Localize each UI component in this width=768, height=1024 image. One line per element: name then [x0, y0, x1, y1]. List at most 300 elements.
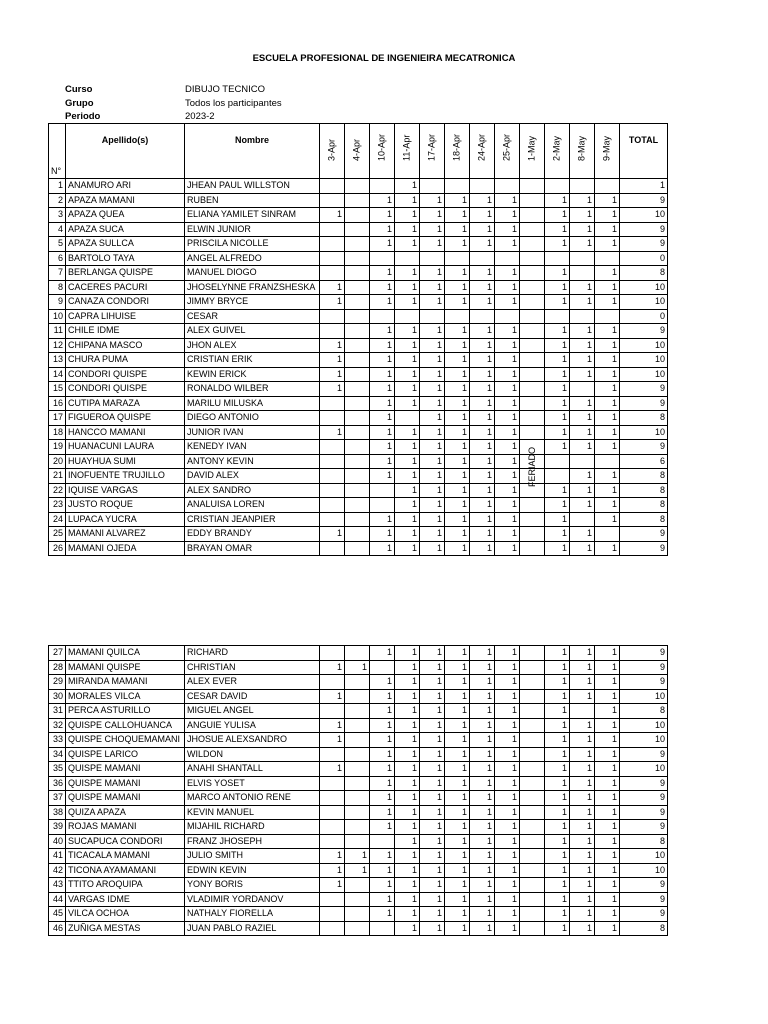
attendance-cell: 1 — [470, 295, 495, 310]
attendance-cell: 1 — [570, 411, 595, 426]
attendance-cell: 1 — [570, 222, 595, 237]
attendance-cell: 1 — [570, 675, 595, 690]
attendance-cell: 1 — [595, 193, 620, 208]
row-total: 9 — [620, 237, 668, 252]
row-apellidos: BARTOLO TAYA — [66, 251, 185, 266]
attendance-cell: 1 — [420, 820, 445, 835]
row-apellidos: FIGUEROA QUISPE — [66, 411, 185, 426]
attendance-cell — [520, 237, 545, 252]
table-row — [49, 834, 668, 849]
attendance-cell: 1 — [595, 266, 620, 281]
attendance-cell — [395, 411, 420, 426]
table-row — [49, 266, 668, 281]
row-nombre: ANALUISA LOREN — [185, 498, 320, 513]
attendance-cell: 1 — [445, 440, 470, 455]
attendance-cell — [345, 295, 370, 310]
table-row — [49, 237, 668, 252]
table-row — [49, 498, 668, 513]
attendance-cell: 1 — [595, 324, 620, 339]
attendance-cell — [520, 411, 545, 426]
row-nombre: WILDON — [185, 747, 320, 762]
row-nombre: JIMMY BRYCE — [185, 295, 320, 310]
attendance-cell: 1 — [420, 295, 445, 310]
row-number: 12 — [49, 338, 66, 353]
attendance-cell: 1 — [445, 747, 470, 762]
attendance-cell: 1 — [370, 353, 395, 368]
attendance-cell — [520, 791, 545, 806]
table-row — [49, 878, 668, 893]
attendance-cell: 1 — [420, 367, 445, 382]
attendance-cell: 1 — [445, 675, 470, 690]
row-total: 10 — [620, 208, 668, 223]
header-date — [345, 124, 370, 179]
attendance-cell: 1 — [470, 353, 495, 368]
attendance-cell: 1 — [495, 646, 520, 661]
attendance-cell: 1 — [345, 863, 370, 878]
attendance-cell: 1 — [445, 834, 470, 849]
row-total: 10 — [620, 689, 668, 704]
table-row — [49, 512, 668, 527]
attendance-cell: 1 — [420, 353, 445, 368]
row-apellidos: MAMANI OJEDA — [66, 541, 185, 556]
row-total: 10 — [620, 353, 668, 368]
row-nombre: KEVIN MANUEL — [185, 805, 320, 820]
attendance-cell — [345, 280, 370, 295]
attendance-cell: 1 — [395, 324, 420, 339]
row-apellidos: QUIZA APAZA — [66, 805, 185, 820]
attendance-cell: 1 — [470, 762, 495, 777]
attendance-cell — [320, 805, 345, 820]
attendance-cell — [495, 179, 520, 194]
row-total: 9 — [620, 776, 668, 791]
attendance-cell: 1 — [445, 820, 470, 835]
table-row — [49, 863, 668, 878]
attendance-cell: 1 — [370, 675, 395, 690]
attendance-cell: 1 — [470, 704, 495, 719]
attendance-cell: 1 — [370, 704, 395, 719]
attendance-cell: 1 — [495, 411, 520, 426]
row-apellidos: APAZA QUEA — [66, 208, 185, 223]
attendance-cell: 1 — [420, 382, 445, 397]
attendance-cell: 1 — [495, 820, 520, 835]
attendance-cell: 1 — [495, 382, 520, 397]
row-number: 19 — [49, 440, 66, 455]
attendance-cell: 1 — [570, 498, 595, 513]
attendance-cell — [320, 820, 345, 835]
attendance-cell: 1 — [545, 689, 570, 704]
attendance-cell: 1 — [420, 469, 445, 484]
row-apellidos: MAMANI QUISPE — [66, 660, 185, 675]
attendance-cell: 1 — [545, 776, 570, 791]
attendance-cell: 1 — [395, 237, 420, 252]
row-nombre: VLADIMIR YORDANOV — [185, 892, 320, 907]
header-date-label: 4-Apr — [351, 138, 362, 161]
attendance-cell — [520, 541, 545, 556]
attendance-cell — [320, 892, 345, 907]
row-number: 46 — [49, 921, 66, 936]
attendance-cell: 1 — [470, 367, 495, 382]
attendance-cell: 1 — [395, 222, 420, 237]
attendance-cell: 1 — [545, 791, 570, 806]
attendance-cell: 1 — [420, 222, 445, 237]
attendance-cell — [345, 892, 370, 907]
attendance-cell: 1 — [495, 193, 520, 208]
attendance-cell — [320, 907, 345, 922]
attendance-cell: 1 — [445, 660, 470, 675]
attendance-cell — [320, 309, 345, 324]
row-apellidos: LUPACA YUCRA — [66, 512, 185, 527]
row-number: 27 — [49, 646, 66, 661]
attendance-cell — [495, 251, 520, 266]
attendance-cell: 1 — [445, 733, 470, 748]
attendance-cell: 1 — [470, 266, 495, 281]
attendance-cell: 1 — [595, 208, 620, 223]
attendance-cell: 1 — [445, 193, 470, 208]
attendance-cell — [345, 483, 370, 498]
row-total: 10 — [620, 295, 668, 310]
row-apellidos: ROJAS MAMANI — [66, 820, 185, 835]
row-number: 31 — [49, 704, 66, 719]
attendance-cell: 1 — [370, 367, 395, 382]
attendance-cell — [395, 309, 420, 324]
row-nombre: ALEX SANDRO — [185, 483, 320, 498]
attendance-cell: 1 — [495, 440, 520, 455]
attendance-cell: 1 — [595, 483, 620, 498]
attendance-cell: 1 — [420, 863, 445, 878]
attendance-cell: 1 — [395, 382, 420, 397]
attendance-cell: 1 — [370, 646, 395, 661]
row-apellidos: CAPRA LIHUISE — [66, 309, 185, 324]
row-nombre: ALEX EVER — [185, 675, 320, 690]
attendance-cell — [370, 251, 395, 266]
attendance-cell: 1 — [395, 512, 420, 527]
attendance-cell: 1 — [420, 646, 445, 661]
attendance-cell: 1 — [420, 718, 445, 733]
attendance-cell: 1 — [545, 762, 570, 777]
header-date-label: 9-May — [601, 135, 612, 161]
attendance-cell: 1 — [570, 483, 595, 498]
row-number: 4 — [49, 222, 66, 237]
attendance-cell: 1 — [545, 425, 570, 440]
row-number: 2 — [49, 193, 66, 208]
attendance-cell — [345, 324, 370, 339]
attendance-cell: 1 — [420, 498, 445, 513]
attendance-cell — [345, 440, 370, 455]
attendance-cell: 1 — [420, 541, 445, 556]
row-apellidos: QUISPE CHOQUEMAMANI — [66, 733, 185, 748]
row-number: 13 — [49, 353, 66, 368]
attendance-cell — [345, 675, 370, 690]
table-row — [49, 718, 668, 733]
row-total: 10 — [620, 762, 668, 777]
attendance-cell: 1 — [370, 892, 395, 907]
attendance-cell: 1 — [470, 820, 495, 835]
attendance-cell — [520, 512, 545, 527]
attendance-cell: 1 — [370, 237, 395, 252]
attendance-cell: 1 — [495, 733, 520, 748]
attendance-cell: 1 — [570, 469, 595, 484]
table-row — [49, 396, 668, 411]
attendance-cell: 1 — [395, 179, 420, 194]
attendance-cell: 1 — [595, 791, 620, 806]
attendance-cell — [570, 266, 595, 281]
row-total: 9 — [620, 324, 668, 339]
attendance-cell: 1 — [470, 541, 495, 556]
attendance-cell: 1 — [545, 280, 570, 295]
table-row — [49, 353, 668, 368]
attendance-cell: 1 — [595, 849, 620, 864]
row-nombre: BRAYAN OMAR — [185, 541, 320, 556]
attendance-cell — [520, 527, 545, 542]
attendance-cell: 1 — [545, 805, 570, 820]
row-total: 8 — [620, 704, 668, 719]
attendance-cell: 1 — [370, 382, 395, 397]
row-number: 18 — [49, 425, 66, 440]
attendance-cell: 1 — [420, 921, 445, 936]
feriado-label — [525, 446, 539, 487]
attendance-cell — [345, 251, 370, 266]
attendance-cell: 1 — [395, 878, 420, 893]
attendance-cell: 1 — [445, 411, 470, 426]
row-apellidos: ZUÑIGA MESTAS — [66, 921, 185, 936]
row-nombre: CRISTIAN JEANPIER — [185, 512, 320, 527]
attendance-cell — [570, 704, 595, 719]
row-number: 15 — [49, 382, 66, 397]
attendance-cell — [370, 179, 395, 194]
attendance-cell: 1 — [570, 646, 595, 661]
attendance-cell: 1 — [345, 660, 370, 675]
row-apellidos: ANAMURO ARI — [66, 179, 185, 194]
attendance-cell — [345, 907, 370, 922]
attendance-cell: 1 — [395, 675, 420, 690]
attendance-cell — [520, 367, 545, 382]
row-number: 5 — [49, 237, 66, 252]
attendance-cell: 1 — [445, 776, 470, 791]
header-date — [445, 124, 470, 179]
attendance-cell — [520, 396, 545, 411]
attendance-cell: 1 — [445, 541, 470, 556]
attendance-cell: 1 — [320, 353, 345, 368]
attendance-cell — [545, 179, 570, 194]
attendance-cell: 1 — [370, 762, 395, 777]
attendance-cell — [320, 834, 345, 849]
attendance-cell: 1 — [445, 762, 470, 777]
attendance-cell: 1 — [495, 834, 520, 849]
row-apellidos: JUSTO ROQUE — [66, 498, 185, 513]
attendance-cell: 1 — [445, 469, 470, 484]
attendance-cell — [320, 251, 345, 266]
document-title: ESCUELA PROFESIONAL DE INGENIEIRA MECATRONICA — [252, 53, 516, 64]
attendance-cell: 1 — [420, 675, 445, 690]
row-nombre: RICHARD — [185, 646, 320, 661]
attendance-cell: 1 — [445, 878, 470, 893]
attendance-cell: 1 — [495, 324, 520, 339]
attendance-cell: 1 — [445, 498, 470, 513]
attendance-cell: 1 — [470, 454, 495, 469]
attendance-cell: 1 — [495, 280, 520, 295]
row-total: 8 — [620, 411, 668, 426]
attendance-cell: 1 — [370, 193, 395, 208]
attendance-cell — [345, 208, 370, 223]
attendance-cell: 1 — [445, 512, 470, 527]
attendance-cell: 1 — [395, 907, 420, 922]
attendance-cell — [520, 820, 545, 835]
attendance-cell — [470, 179, 495, 194]
header-date-label: 25-Apr — [501, 133, 512, 161]
attendance-cell: 1 — [420, 483, 445, 498]
attendance-cell — [320, 498, 345, 513]
attendance-cell — [345, 382, 370, 397]
header-date — [520, 124, 545, 179]
table-row — [49, 646, 668, 661]
attendance-cell: 1 — [320, 660, 345, 675]
attendance-cell — [320, 747, 345, 762]
row-nombre: FRANZ JHOSEPH — [185, 834, 320, 849]
attendance-cell: 1 — [595, 892, 620, 907]
attendance-cell: 1 — [495, 689, 520, 704]
attendance-cell: 1 — [395, 208, 420, 223]
attendance-cell: 1 — [445, 382, 470, 397]
table-row — [49, 382, 668, 397]
attendance-cell: 1 — [395, 498, 420, 513]
attendance-cell — [345, 776, 370, 791]
row-nombre: EDWIN KEVIN — [185, 863, 320, 878]
row-number: 45 — [49, 907, 66, 922]
attendance-cell — [520, 646, 545, 661]
row-number: 1 — [49, 179, 66, 194]
attendance-cell: 1 — [370, 805, 395, 820]
row-nombre: MANUEL DIOGO — [185, 266, 320, 281]
table-row — [49, 849, 668, 864]
table-row — [49, 762, 668, 777]
attendance-cell: 1 — [595, 338, 620, 353]
attendance-cell: 1 — [395, 396, 420, 411]
attendance-cell: 1 — [420, 805, 445, 820]
row-apellidos: QUISPE MAMANI — [66, 762, 185, 777]
attendance-cell: 1 — [595, 675, 620, 690]
row-nombre: NATHALY FIORELLA — [185, 907, 320, 922]
attendance-cell: 1 — [570, 907, 595, 922]
attendance-cell: 1 — [395, 295, 420, 310]
attendance-cell — [345, 309, 370, 324]
attendance-cell: 1 — [395, 367, 420, 382]
attendance-cell: 1 — [445, 367, 470, 382]
attendance-cell: 1 — [445, 425, 470, 440]
attendance-cell — [320, 266, 345, 281]
row-number: 16 — [49, 396, 66, 411]
table-row — [49, 179, 668, 194]
attendance-cell: 1 — [445, 454, 470, 469]
header-date — [470, 124, 495, 179]
attendance-cell: 1 — [445, 646, 470, 661]
row-apellidos: CHILE IDME — [66, 324, 185, 339]
row-nombre: ANGEL ALFREDO — [185, 251, 320, 266]
attendance-cell: 1 — [495, 237, 520, 252]
attendance-cell: 1 — [495, 222, 520, 237]
header-total: TOTAL — [620, 124, 668, 179]
attendance-cell — [345, 834, 370, 849]
attendance-cell — [345, 762, 370, 777]
attendance-cell: 1 — [570, 849, 595, 864]
attendance-cell: 1 — [470, 411, 495, 426]
attendance-cell — [345, 498, 370, 513]
row-apellidos: QUISPE MAMANI — [66, 791, 185, 806]
row-total: 8 — [620, 483, 668, 498]
attendance-cell: 1 — [470, 660, 495, 675]
attendance-cell: 1 — [495, 469, 520, 484]
row-total: 9 — [620, 892, 668, 907]
attendance-cell — [320, 324, 345, 339]
attendance-cell: 1 — [545, 527, 570, 542]
attendance-cell: 1 — [595, 805, 620, 820]
attendance-cell: 1 — [320, 338, 345, 353]
attendance-cell: 1 — [495, 295, 520, 310]
attendance-cell — [520, 907, 545, 922]
attendance-cell: 1 — [320, 280, 345, 295]
attendance-cell — [345, 646, 370, 661]
attendance-cell: 1 — [320, 527, 345, 542]
row-number: 43 — [49, 878, 66, 893]
row-total: 9 — [620, 382, 668, 397]
row-apellidos: PERCA ASTURILLO — [66, 704, 185, 719]
attendance-cell — [395, 251, 420, 266]
header-apellidos: Apellido(s) — [66, 124, 185, 179]
row-number: 39 — [49, 820, 66, 835]
attendance-cell: 1 — [570, 541, 595, 556]
attendance-cell — [420, 179, 445, 194]
attendance-cell: 1 — [545, 541, 570, 556]
attendance-cell: 1 — [495, 805, 520, 820]
attendance-cell — [420, 309, 445, 324]
attendance-cell: 1 — [395, 689, 420, 704]
attendance-cell — [345, 469, 370, 484]
attendance-cell: 1 — [320, 733, 345, 748]
attendance-cell: 1 — [595, 425, 620, 440]
row-apellidos: CANAZA CONDORI — [66, 295, 185, 310]
attendance-cell: 1 — [595, 747, 620, 762]
attendance-cell — [570, 179, 595, 194]
row-nombre: MARCO ANTONIO RENE — [185, 791, 320, 806]
attendance-cell: 1 — [545, 295, 570, 310]
attendance-cell: 1 — [445, 907, 470, 922]
attendance-cell: 1 — [545, 266, 570, 281]
attendance-cell — [370, 498, 395, 513]
attendance-cell: 1 — [395, 280, 420, 295]
table-row — [49, 295, 668, 310]
attendance-cell: 1 — [395, 454, 420, 469]
attendance-cell: 1 — [570, 295, 595, 310]
header-date — [370, 124, 395, 179]
row-number: 30 — [49, 689, 66, 704]
attendance-cell — [470, 251, 495, 266]
attendance-cell: 1 — [570, 892, 595, 907]
attendance-cell: 1 — [420, 776, 445, 791]
attendance-cell: 1 — [320, 295, 345, 310]
attendance-cell — [445, 309, 470, 324]
attendance-cell: 1 — [545, 498, 570, 513]
attendance-cell: 1 — [320, 425, 345, 440]
attendance-cell: 1 — [420, 512, 445, 527]
attendance-cell: 1 — [420, 411, 445, 426]
row-total: 9 — [620, 440, 668, 455]
attendance-cell — [595, 251, 620, 266]
attendance-cell: 1 — [370, 396, 395, 411]
attendance-cell: 1 — [395, 469, 420, 484]
attendance-cell — [545, 469, 570, 484]
row-nombre: ANTONY KEVIN — [185, 454, 320, 469]
attendance-cell: 1 — [420, 892, 445, 907]
attendance-cell: 1 — [420, 425, 445, 440]
